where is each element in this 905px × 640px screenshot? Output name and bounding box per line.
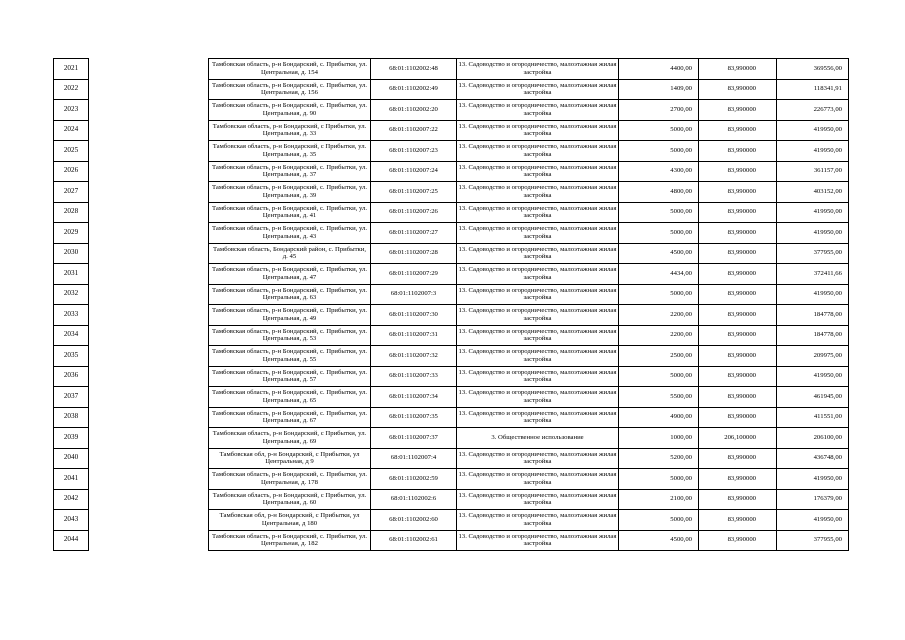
cadastral-number-cell: 68:01:1102007:31 (371, 325, 457, 346)
address-cell: Тамбовская область, р-н Бондарский, с. Прибытки, ул. Центральная, д. 178 (209, 469, 371, 490)
specific-value-cell: 83,990000 (699, 325, 777, 346)
row-number-cell: 2033 (54, 305, 89, 326)
address-cell: Тамбовская область, р-н Бондарский, с. Прибытки, ул. Центральная, д. 37 (209, 161, 371, 182)
area-cell: 4900,00 (619, 407, 699, 428)
specific-value-cell: 83,990000 (699, 366, 777, 387)
cadastral-number-cell: 68:01:1102007:23 (371, 141, 457, 162)
cadastral-number-cell: 68:01:1102007:37 (371, 428, 457, 449)
address-cell: Тамбовская область, р-н Бондарский, с. Прибытки, ул. Центральная, д. 156 (209, 79, 371, 100)
cadastral-number-cell: 68:01:1102007:30 (371, 305, 457, 326)
cadastral-value-cell: 403152,00 (777, 182, 849, 203)
blank-gap-cell (89, 161, 209, 182)
row-number-cell: 2042 (54, 489, 89, 510)
table-row (54, 366, 849, 387)
blank-gap-cell (89, 407, 209, 428)
cadastral-value-cell: 419950,00 (777, 141, 849, 162)
cadastral-number-cell: 68:01:1102007:24 (371, 161, 457, 182)
row-number-cell: 2022 (54, 79, 89, 100)
cadastral-value-cell: 369556,00 (777, 59, 849, 80)
table-row (54, 202, 849, 223)
cadastral-value-cell: 419950,00 (777, 469, 849, 490)
table-row (54, 284, 849, 305)
row-number-cell: 2028 (54, 202, 89, 223)
address-cell: Тамбовская обл, р-н Бондарский, с Прибытки, ул Центральная, д 9 (209, 448, 371, 469)
land-use-cell: 13. Садоводство и огородничество, малоэтажная жилая застройка (457, 469, 619, 490)
land-use-cell: 13. Садоводство и огородничество, малоэтажная жилая застройка (457, 305, 619, 326)
cadastral-number-cell: 68:01:1102007:25 (371, 182, 457, 203)
area-cell: 5000,00 (619, 223, 699, 244)
row-number-cell: 2024 (54, 120, 89, 141)
table-row (54, 428, 849, 449)
land-use-cell: 13. Садоводство и огородничество, малоэтажная жилая застройка (457, 407, 619, 428)
cadastral-value-cell: 419950,00 (777, 202, 849, 223)
specific-value-cell: 83,990000 (699, 489, 777, 510)
address-cell: Тамбовская область, р-н Бондарский, с. Прибытки, ул. Центральная, д. 43 (209, 223, 371, 244)
address-cell: Тамбовская область, р-н Бондарский, с Прибытки, ул. Центральная, д. 35 (209, 141, 371, 162)
area-cell: 2200,00 (619, 305, 699, 326)
blank-gap-cell (89, 305, 209, 326)
table-row (54, 161, 849, 182)
blank-gap-cell (89, 428, 209, 449)
table-row (54, 387, 849, 408)
table-row (54, 469, 849, 490)
blank-gap-cell (89, 346, 209, 367)
blank-gap-cell (89, 510, 209, 531)
row-number-cell: 2038 (54, 407, 89, 428)
area-cell: 5000,00 (619, 120, 699, 141)
area-cell: 2700,00 (619, 100, 699, 121)
land-use-cell: 13. Садоводство и огородничество, малоэтажная жилая застройка (457, 448, 619, 469)
cadastral-number-cell: 68:01:1102007:32 (371, 346, 457, 367)
cadastral-value-cell: 209975,00 (777, 346, 849, 367)
cadastral-number-cell: 68:01:1102007:28 (371, 243, 457, 264)
specific-value-cell: 83,990000 (699, 243, 777, 264)
land-use-cell: 3. Общественное использование (457, 428, 619, 449)
address-cell: Тамбовская область, р-н Бондарский, с. Прибытки, ул. Центральная, д. 53 (209, 325, 371, 346)
specific-value-cell: 83,990000 (699, 407, 777, 428)
cadastral-value-cell: 377955,00 (777, 530, 849, 551)
cadastral-number-cell: 68:01:1102002:61 (371, 530, 457, 551)
row-number-cell: 2034 (54, 325, 89, 346)
blank-gap-cell (89, 366, 209, 387)
land-use-cell: 13. Садоводство и огородничество, малоэтажная жилая застройка (457, 264, 619, 285)
address-cell: Тамбовская область, р-н Бондарский, с. Прибытки, ул. Центральная, д. 57 (209, 366, 371, 387)
table-row (54, 59, 849, 80)
specific-value-cell: 83,990000 (699, 510, 777, 531)
land-use-cell: 13. Садоводство и огородничество, малоэтажная жилая застройка (457, 223, 619, 244)
table-row (54, 243, 849, 264)
specific-value-cell: 83,990000 (699, 141, 777, 162)
cadastral-value-cell: 419950,00 (777, 510, 849, 531)
row-number-cell: 2044 (54, 530, 89, 551)
cadastral-number-cell: 68:01:1102007:33 (371, 366, 457, 387)
row-number-cell: 2021 (54, 59, 89, 80)
land-use-cell: 13. Садоводство и огородничество, малоэтажная жилая застройка (457, 120, 619, 141)
land-use-cell: 13. Садоводство и огородничество, малоэтажная жилая застройка (457, 489, 619, 510)
specific-value-cell: 83,990000 (699, 100, 777, 121)
cadastral-number-cell: 68:01:1102002:48 (371, 59, 457, 80)
cadastral-value-cell: 419950,00 (777, 366, 849, 387)
row-number-cell: 2025 (54, 141, 89, 162)
cadastral-number-cell: 68:01:1102002:59 (371, 469, 457, 490)
address-cell: Тамбовская область, р-н Бондарский, с. Прибытки, ул. Центральная, д. 47 (209, 264, 371, 285)
address-cell: Тамбовская область, р-н Бондарский, с. Прибытки, ул. Центральная, д. 182 (209, 530, 371, 551)
specific-value-cell: 83,990000 (699, 79, 777, 100)
area-cell: 5000,00 (619, 510, 699, 531)
row-number-cell: 2041 (54, 469, 89, 490)
table-row (54, 264, 849, 285)
specific-value-cell: 83,990000 (699, 469, 777, 490)
address-cell: Тамбовская область, р-н Бондарский, с Прибытки, ул. Центральная, д. 33 (209, 120, 371, 141)
table-row (54, 100, 849, 121)
table-row (54, 79, 849, 100)
land-use-cell: 13. Садоводство и огородничество, малоэтажная жилая застройка (457, 243, 619, 264)
area-cell: 2200,00 (619, 325, 699, 346)
table-row (54, 407, 849, 428)
blank-gap-cell (89, 79, 209, 100)
cadastral-number-cell: 68:01:1102007:29 (371, 264, 457, 285)
table-row (54, 223, 849, 244)
cadastral-number-cell: 68:01:1102002:20 (371, 100, 457, 121)
blank-gap-cell (89, 530, 209, 551)
table-row (54, 346, 849, 367)
address-cell: Тамбовская область, р-н Бондарский, с. Прибытки, ул. Центральная, д. 67 (209, 407, 371, 428)
row-number-cell: 2040 (54, 448, 89, 469)
cadastral-value-table (53, 58, 849, 551)
area-cell: 2500,00 (619, 346, 699, 367)
cadastral-number-cell: 68:01:1102007:34 (371, 387, 457, 408)
specific-value-cell: 83,990000 (699, 182, 777, 203)
row-number-cell: 2036 (54, 366, 89, 387)
area-cell: 5200,00 (619, 448, 699, 469)
land-use-cell: 13. Садоводство и огородничество, малоэтажная жилая застройка (457, 141, 619, 162)
address-cell: Тамбовская область, р-н Бондарский, с. Прибытки, ул. Центральная, д. 39 (209, 182, 371, 203)
area-cell: 4500,00 (619, 243, 699, 264)
cadastral-value-cell: 436748,00 (777, 448, 849, 469)
table-row (54, 448, 849, 469)
area-cell: 5000,00 (619, 366, 699, 387)
area-cell: 1000,00 (619, 428, 699, 449)
specific-value-cell: 83,990000 (699, 120, 777, 141)
cadastral-value-cell: 184778,00 (777, 305, 849, 326)
cadastral-number-cell: 68:01:1102007:4 (371, 448, 457, 469)
table-row (54, 120, 849, 141)
cadastral-number-cell: 68:01:1102002:49 (371, 79, 457, 100)
area-cell: 5500,00 (619, 387, 699, 408)
blank-gap-cell (89, 243, 209, 264)
land-use-cell: 13. Садоводство и огородничество, малоэтажная жилая застройка (457, 387, 619, 408)
cadastral-number-cell: 68:01:1102007:35 (371, 407, 457, 428)
specific-value-cell: 83,990000 (699, 305, 777, 326)
address-cell: Тамбовская область, р-н Бондарский, с. Прибытки, ул. Центральная, д. 49 (209, 305, 371, 326)
address-cell: Тамбовская область, Бондарский район, с. Прибытки, д. 45 (209, 243, 371, 264)
cadastral-number-cell: 68:01:1102007:27 (371, 223, 457, 244)
row-number-cell: 2026 (54, 161, 89, 182)
blank-gap-cell (89, 59, 209, 80)
area-cell: 5000,00 (619, 141, 699, 162)
address-cell: Тамбовская область, р-н Бондарский, с. Прибытки, ул. Центральная, д. 41 (209, 202, 371, 223)
blank-gap-cell (89, 325, 209, 346)
blank-gap-cell (89, 182, 209, 203)
address-cell: Тамбовская область, р-н Бондарский, с. Прибытки, ул. Центральная, д. 90 (209, 100, 371, 121)
cadastral-value-cell: 461945,00 (777, 387, 849, 408)
address-cell: Тамбовская область, р-н Бондарский, с. Прибытки, ул. Центральная, д. 63 (209, 284, 371, 305)
blank-gap-cell (89, 264, 209, 285)
blank-gap-cell (89, 120, 209, 141)
table-row (54, 141, 849, 162)
row-number-cell: 2027 (54, 182, 89, 203)
table-row (54, 182, 849, 203)
area-cell: 5000,00 (619, 202, 699, 223)
land-use-cell: 13. Садоводство и огородничество, малоэтажная жилая застройка (457, 325, 619, 346)
cadastral-number-cell: 68:01:1102007:26 (371, 202, 457, 223)
table-row (54, 510, 849, 531)
cadastral-value-cell: 411551,00 (777, 407, 849, 428)
specific-value-cell: 83,990000 (699, 387, 777, 408)
land-use-cell: 13. Садоводство и огородничество, малоэтажная жилая застройка (457, 202, 619, 223)
cadastral-value-cell: 372411,66 (777, 264, 849, 285)
land-use-cell: 13. Садоводство и огородничество, малоэтажная жилая застройка (457, 182, 619, 203)
table-body (54, 59, 849, 551)
land-use-cell: 13. Садоводство и огородничество, малоэтажная жилая застройка (457, 366, 619, 387)
blank-gap-cell (89, 284, 209, 305)
cadastral-value-cell: 184778,00 (777, 325, 849, 346)
table-row (54, 325, 849, 346)
land-use-cell: 13. Садоводство и огородничество, малоэтажная жилая застройка (457, 346, 619, 367)
cadastral-value-cell: 226773,00 (777, 100, 849, 121)
cadastral-number-cell: 68:01:1102002:6 (371, 489, 457, 510)
area-cell: 4500,00 (619, 530, 699, 551)
cadastral-value-cell: 176379,00 (777, 489, 849, 510)
blank-gap-cell (89, 387, 209, 408)
area-cell: 4400,00 (619, 59, 699, 80)
blank-gap-cell (89, 469, 209, 490)
land-use-cell: 13. Садоводство и огородничество, малоэтажная жилая застройка (457, 510, 619, 531)
land-use-cell: 13. Садоводство и огородничество, малоэтажная жилая застройка (457, 530, 619, 551)
row-number-cell: 2030 (54, 243, 89, 264)
blank-gap-cell (89, 223, 209, 244)
blank-gap-cell (89, 202, 209, 223)
specific-value-cell: 83,990000 (699, 284, 777, 305)
address-cell: Тамбовская область, р-н Бондарский, с Прибытки, ул. Центральная, д. 69 (209, 428, 371, 449)
specific-value-cell: 83,990000 (699, 346, 777, 367)
blank-gap-cell (89, 100, 209, 121)
cadastral-value-cell: 419950,00 (777, 223, 849, 244)
specific-value-cell: 83,990000 (699, 59, 777, 80)
row-number-cell: 2029 (54, 223, 89, 244)
specific-value-cell: 83,990000 (699, 161, 777, 182)
cadastral-value-cell: 419950,00 (777, 284, 849, 305)
land-use-cell: 13. Садоводство и огородничество, малоэтажная жилая застройка (457, 161, 619, 182)
cadastral-number-cell: 68:01:1102007:3 (371, 284, 457, 305)
area-cell: 4434,00 (619, 264, 699, 285)
table-row (54, 489, 849, 510)
row-number-cell: 2031 (54, 264, 89, 285)
area-cell: 4800,00 (619, 182, 699, 203)
table-row (54, 305, 849, 326)
land-use-cell: 13. Садоводство и огородничество, малоэтажная жилая застройка (457, 79, 619, 100)
specific-value-cell: 83,990000 (699, 264, 777, 285)
cadastral-number-cell: 68:01:1102002:60 (371, 510, 457, 531)
table-row (54, 530, 849, 551)
row-number-cell: 2023 (54, 100, 89, 121)
cadastral-value-cell: 361157,00 (777, 161, 849, 182)
address-cell: Тамбовская область, р-н Бондарский, с. Прибытки, ул. Центральная, д. 65 (209, 387, 371, 408)
row-number-cell: 2037 (54, 387, 89, 408)
address-cell: Тамбовская область, р-н Бондарский, с. Прибытки, ул. Центральная, д. 154 (209, 59, 371, 80)
row-number-cell: 2043 (54, 510, 89, 531)
land-use-cell: 13. Садоводство и огородничество, малоэтажная жилая застройка (457, 100, 619, 121)
area-cell: 5000,00 (619, 469, 699, 490)
blank-gap-cell (89, 448, 209, 469)
address-cell: Тамбовская обл, р-н Бондарский, с Прибытки, ул Центральная, д 180 (209, 510, 371, 531)
cadastral-value-cell: 419950,00 (777, 120, 849, 141)
address-cell: Тамбовская область, р-н Бондарский, с Прибытки, ул. Центральная, д. 60 (209, 489, 371, 510)
cadastral-value-cell: 377955,00 (777, 243, 849, 264)
area-cell: 2100,00 (619, 489, 699, 510)
blank-gap-cell (89, 489, 209, 510)
row-number-cell: 2039 (54, 428, 89, 449)
cadastral-value-cell: 206100,00 (777, 428, 849, 449)
land-use-cell: 13. Садоводство и огородничество, малоэтажная жилая застройка (457, 59, 619, 80)
row-number-cell: 2032 (54, 284, 89, 305)
land-use-cell: 13. Садоводство и огородничество, малоэтажная жилая застройка (457, 284, 619, 305)
specific-value-cell: 83,990000 (699, 448, 777, 469)
specific-value-cell: 83,990000 (699, 530, 777, 551)
area-cell: 1409,00 (619, 79, 699, 100)
area-cell: 5000,00 (619, 284, 699, 305)
blank-gap-cell (89, 141, 209, 162)
cadastral-number-cell: 68:01:1102007:22 (371, 120, 457, 141)
cadastral-value-cell: 118341,91 (777, 79, 849, 100)
address-cell: Тамбовская область, р-н Бондарский, с. Прибытки, ул. Центральная, д. 55 (209, 346, 371, 367)
area-cell: 4300,00 (619, 161, 699, 182)
specific-value-cell: 206,100000 (699, 428, 777, 449)
specific-value-cell: 83,990000 (699, 202, 777, 223)
specific-value-cell: 83,990000 (699, 223, 777, 244)
row-number-cell: 2035 (54, 346, 89, 367)
